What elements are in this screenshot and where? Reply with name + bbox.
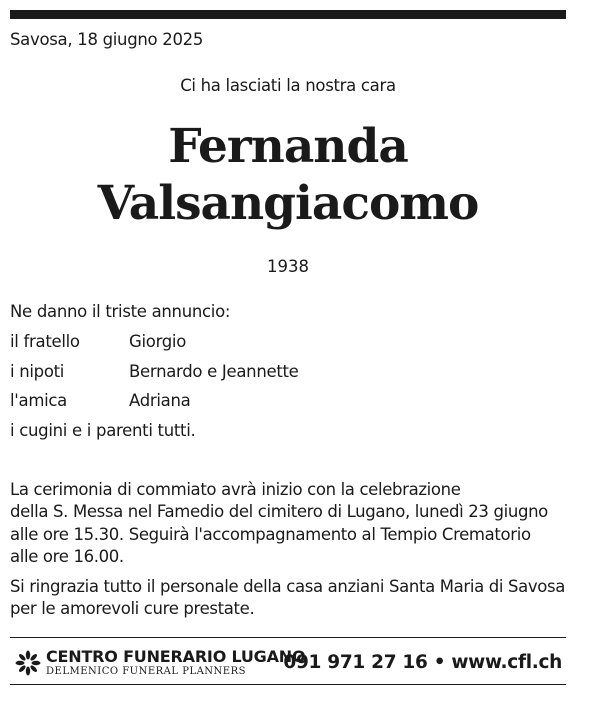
footer-bottom-rule [10,684,566,685]
relation-label: l'amica [10,391,67,410]
contact-info: 091 971 27 16 • www.cfl.ch [283,652,562,673]
deceased-first-name: Fernanda [168,119,408,174]
paragraph-line: Si ringrazia tutto il personale della casa anziani Santa Maria di Savosa [10,577,566,596]
deceased-last-name: Valsangiacomo [97,176,479,231]
closing-line: i cugini e i parenti tutti. [10,421,196,440]
paragraph-line: alle ore 15.30. Seguirà l'accompagnamento al Tempio Crematorio [10,524,531,544]
announcement-line: Ne danno il triste annuncio: [10,302,231,321]
relation-label: il fratello [10,332,80,351]
footer-top-rule [10,637,566,638]
company-subtitle: DELMENICO FUNERAL PLANNERS [46,666,246,677]
relative-row [10,362,299,381]
top-rule [10,10,566,19]
paragraph-line: per le amorevoli cure prestate. [10,599,255,619]
floral-logo-icon [15,650,41,676]
relative-names: Bernardo e Jeannette [129,362,299,381]
paragraph-line: alle ore 16.00. [10,546,124,566]
ceremony-paragraph [10,479,570,568]
birth-year: 1938 [267,257,309,276]
relative-names: Adriana [129,391,191,410]
company-name: CENTRO FUNERARIO LUGANO [46,647,306,666]
relation-label: i nipoti [10,362,65,381]
paragraph-line: La cerimonia di commiato avrà inizio con la celebrazione [10,480,461,499]
intro-text: Ci ha lasciati la nostra cara [180,76,396,95]
relative-row [10,332,186,351]
thanks-paragraph [10,576,570,621]
place-date: Savosa, 18 giugno 2025 [10,30,204,49]
relative-row [10,391,190,410]
relative-names: Giorgio [129,332,187,351]
paragraph-line: della S. Messa nel Famedio del cimitero di Lugano, lunedì 23 giugno [10,502,548,522]
